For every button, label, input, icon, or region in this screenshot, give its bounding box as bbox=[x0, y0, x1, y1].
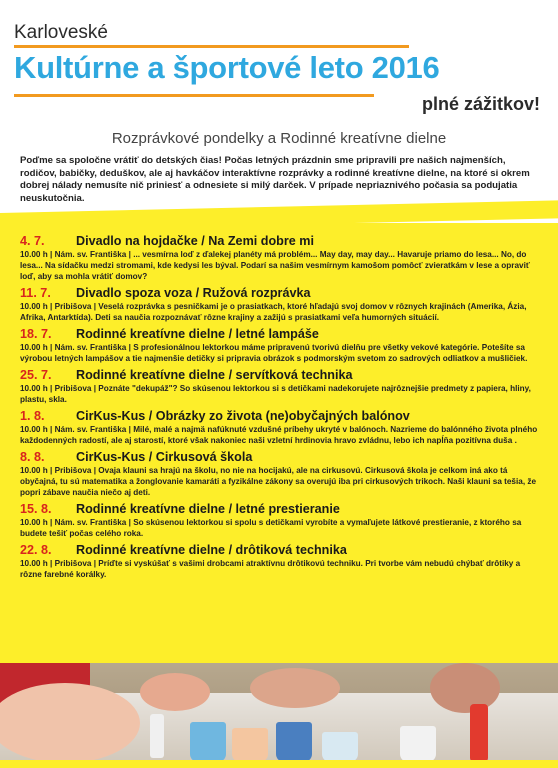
event-date: 25. 7. bbox=[20, 368, 52, 382]
photo-paint-bottle bbox=[470, 704, 488, 762]
event-item bbox=[20, 450, 540, 498]
event-meta: 10.00 h | Pribišova | bbox=[20, 559, 97, 568]
event-item bbox=[20, 368, 540, 405]
event-meta: 10.00 h | Nám. sv. Františka | bbox=[20, 250, 131, 259]
event-description: Ovaja klauni sa hrajú na školu, no nie na hocijakú, ale na cirkusovú. Cirkusová škola je celkom iná ako tá obyčajná, tu sú matematika a žonglovanie kamaráti a fyzikálne zákony sa overujú iba pri cirkusových trikoch. Naši klauni sa tešia, že popri zábave naučia niečo aj deti. bbox=[20, 466, 537, 497]
header-divider-bottom bbox=[14, 94, 374, 97]
photo-hand bbox=[430, 663, 500, 713]
photo-glue-bottle bbox=[150, 714, 164, 758]
event-title: Rodinné kreatívne dielne / drôtiková technika bbox=[76, 543, 347, 557]
event-description: So skúsenou lektorkou si spolu s detičkami vyrobíte a vymaľujete látkové prestieranie, z ktorého sa budete tešiť počas celého roka. bbox=[20, 518, 522, 538]
event-meta: 10.00 h | Nám. sv. Františka | bbox=[20, 518, 131, 527]
event-description: Príďte si vyskúšať s vašimi drobcami atraktívnu drôtikovú techniku. Pri tvorbe vám nebudú chýbať drôtiky a rôzne farebné korálky. bbox=[20, 559, 521, 579]
photo-paint-cup bbox=[322, 732, 358, 762]
photo-hand bbox=[250, 668, 340, 708]
event-date: 11. 7. bbox=[20, 286, 51, 300]
event-title: Rodinné kreatívne dielne / letné prestieranie bbox=[76, 502, 340, 516]
city-name: Karloveské bbox=[14, 22, 108, 43]
photo-paint-cup bbox=[400, 726, 436, 762]
event-date: 1. 8. bbox=[20, 409, 45, 423]
event-item bbox=[20, 327, 540, 364]
event-description: Milé, malé a najmä nafúknuté vzdušné príbehy ukryté v balónoch. Nazrieme do balónného života plného každodenných radostí, ale aj starostí, ktoré však nakoniec naši vzletní hrdinovia hravo zvládnu, lebo ich napĺňa pozitívna duša . bbox=[20, 425, 538, 445]
header bbox=[10, 12, 550, 120]
event-title: Divadlo spoza voza / Ružová rozprávka bbox=[76, 286, 311, 300]
photo-hand bbox=[140, 673, 210, 711]
event-item bbox=[20, 234, 540, 282]
event-meta: 10.00 h | Pribišova | bbox=[20, 384, 97, 393]
photo-paint-cup bbox=[190, 722, 226, 762]
event-title: CirKus-Kus / Cirkusová škola bbox=[76, 450, 253, 464]
event-item bbox=[20, 286, 540, 323]
event-meta: 10.00 h | Nám. sv. Františka | bbox=[20, 425, 131, 434]
event-description: ... vesmírna loď z ďalekej planéty má problém... May day, may day... Havaruje priamo do lesa... No, do lesa... Na sídačku medzi stromami, kde kedysi les býval. Podarí sa našim vesmírnym kamošom pomôcť zvieratkám v lese a opraviť loď, aby sa mohla vrátiť domov? bbox=[20, 250, 530, 281]
bottom-yellow-band bbox=[0, 760, 558, 768]
event-title: Rodinné kreatívne dielne / letné lampáše bbox=[76, 327, 319, 341]
event-title: Divadlo na hojdačke / Na Zemi dobre mi bbox=[76, 234, 314, 248]
event-title: Rodinné kreatívne dielne / servítková technika bbox=[76, 368, 353, 382]
event-date: 22. 8. bbox=[20, 543, 52, 557]
event-item bbox=[20, 543, 540, 580]
event-description: S profesionálnou lektorkou máme pripravenú tvorivú dielňu pre všetky vekové kategórie. Potešíte sa výrobou letných lampášov a tie najmenšie detičky si pripravia obrázok s podmorským svetom zo sadrových odliatkov a mušličiek. bbox=[20, 343, 528, 363]
series-title: Rozprávkové pondelky a Rodinné kreatívne dielne bbox=[111, 130, 447, 147]
event-date: 15. 8. bbox=[20, 502, 52, 516]
event-date: 4. 7. bbox=[20, 234, 45, 248]
event-date: 18. 7. bbox=[20, 327, 52, 341]
page-title: Kultúrne a športové leto 2016 bbox=[14, 50, 440, 85]
page-subtitle: plné zážitkov! bbox=[421, 94, 540, 114]
event-date: 8. 8. bbox=[20, 450, 45, 464]
event-description: Poznáte "dekupáž"? So skúsenou lektorkou si s detičkami nadekorujete najrôznejšie predmety z papiera, hliny, plastu, skla. bbox=[20, 384, 531, 404]
event-meta: 10.00 h | Nám. sv. Františka | bbox=[20, 343, 131, 352]
event-meta: 10.00 h | Pribišova | bbox=[20, 302, 97, 311]
event-title: CirKus-Kus / Obrázky zo života (ne)obyčajných balónov bbox=[76, 409, 410, 423]
photo-paint-cup bbox=[232, 728, 268, 762]
intro-paragraph: Poďme sa spoločne vrátiť do detských čias! Počas letných prázdnin sme pripravili pre našich najmenších, rodičov, babičky, deduškov, ale aj havkáčov interaktívne rozprávky a rodinné kreatívne dielne, na ktoré si okrem dobrej nálady nemusíte nič priniesť a odnesiete si milý darček. V prípade nepriaznivého počasia sa podujatia neuskutočnia. bbox=[20, 155, 530, 204]
event-meta: 10.00 h | Pribišova | bbox=[20, 466, 97, 475]
header-divider-top bbox=[14, 45, 409, 48]
event-list bbox=[20, 234, 540, 584]
photo-paint-cup bbox=[276, 722, 312, 762]
craft-workshop-photo bbox=[0, 663, 558, 768]
event-item bbox=[20, 409, 540, 446]
event-item bbox=[20, 502, 540, 539]
event-description: Veselá rozprávka s pesničkami je o prasiatkach, ktoré hľadajú svoj domov v rôznych krajinách (Amerika, Ázia, Afrika, Antarktída). Deti sa naučia rozpoznávať rôzne krajiny a zažijú s prasiatkami veľa humorných situácií. bbox=[20, 302, 527, 322]
